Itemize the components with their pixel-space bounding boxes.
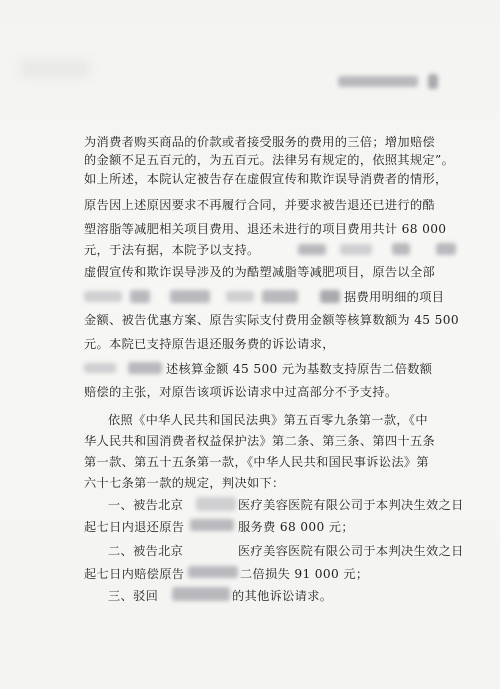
redaction-block <box>190 519 234 531</box>
redaction-block <box>84 291 122 302</box>
redaction-block <box>128 362 162 374</box>
text-line: 起七日内退还原告 <box>84 520 185 534</box>
text-line: 赔偿的主张，对原告该项诉讼请求中过高部分不予支持。 <box>84 385 398 399</box>
text-line: 医疗美容医院有限公司于本判决生效之日 <box>238 544 464 558</box>
text-line: 的其他诉讼请求。 <box>232 589 333 603</box>
redaction-block <box>298 244 326 255</box>
redaction-block <box>392 243 410 255</box>
redaction-block <box>320 290 340 303</box>
redaction-block <box>338 76 418 87</box>
redaction-block <box>226 291 254 302</box>
redaction-block <box>262 290 298 303</box>
redaction-block <box>172 587 230 601</box>
text-line: 二、被告北京 <box>108 544 184 558</box>
text-line: 如上所述，本院认定被告存在虚假宣传和欺诈误导消费者的情形， <box>84 172 448 186</box>
text-line: 的金额不足五百元的，为五百元。法律另有规定的，依照其规定”。 <box>84 153 455 167</box>
text-line: 一、被告北京 <box>108 498 184 512</box>
faded-header-smudge <box>20 60 90 78</box>
redaction-block <box>196 497 236 511</box>
text-line: 元。本院已支持原告退还服务费的诉讼请求， <box>84 337 335 351</box>
text-line: 虚假宣传和欺诈误导涉及的为酷塑减脂等减肥项目，原告以全部 <box>84 265 436 279</box>
text-line: 第一款、第五十五条第一款，《中华人民共和国民事诉讼法》第 <box>84 455 429 469</box>
text-line: 六十七条第一款的规定，判决如下： <box>84 476 285 490</box>
text-line: 为消费者购买商品的价款或者接受服务的费用的三倍；增加赔偿 <box>84 135 436 149</box>
text-line: 华人民共和国消费者权益保护法》第二条、第三条、第四十五条 <box>84 434 436 448</box>
text-line: 起七日内赔偿原告 <box>84 567 185 581</box>
redaction-block <box>436 243 456 255</box>
redaction-block <box>170 290 210 303</box>
redaction-block <box>340 244 372 255</box>
text-line: 原告因上述原因要求不再履行合同，并要求被告退还已进行的酷 <box>84 198 436 212</box>
text-line: 述核算金额 45 500 元为基数支持原告二倍数额 <box>166 362 433 376</box>
redaction-block <box>188 566 238 578</box>
text-line: 二倍损失 91 000 元； <box>240 567 369 581</box>
redaction-block <box>84 363 116 373</box>
text-line: 据费用明细的项目 <box>344 290 445 304</box>
text-line: 金额、被告优惠方案、原告实际支付费用金额等核算数额为 45 500 <box>84 313 459 327</box>
text-line: 元，于法有据，本院予以支持。 <box>84 243 260 257</box>
redaction-block <box>428 74 438 89</box>
text-line: 塑溶脂等减肥相关项目费用、退还未进行的项目费用共计 68 000 <box>84 222 447 236</box>
text-line: 服务费 68 000 元； <box>238 520 354 534</box>
text-line: 三、驳回 <box>108 589 159 603</box>
redaction-block <box>130 290 150 303</box>
text-line: 依照《中华人民共和国民法典》第五百零九条第一款，《中 <box>108 413 428 427</box>
text-line: 医疗美容医院有限公司于本判决生效之日 <box>238 498 464 512</box>
